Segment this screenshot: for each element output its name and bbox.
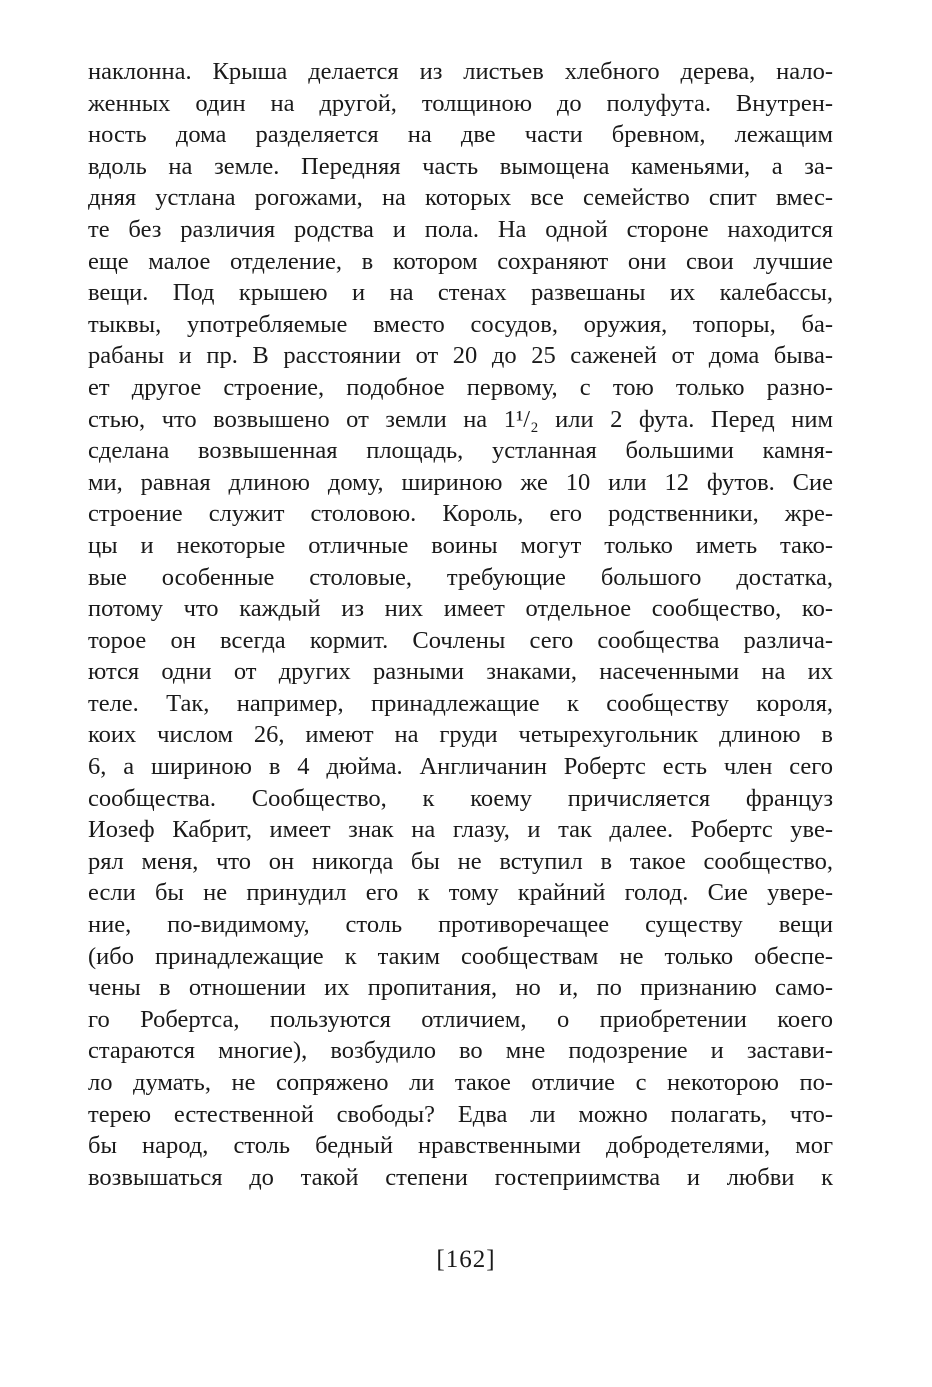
- text-line: цы и некоторые отличные воины могут только иметь тако-: [88, 531, 833, 559]
- text-line: строение служит столовою. Король, его родственники, жре-: [88, 500, 833, 528]
- text-line: стью, что возвышено от земли на 1¹/₂ или 2 фута. Перед ним: [88, 405, 833, 433]
- text-line: рял меня, что он никогда бы не вступил в такое сообщество,: [88, 847, 833, 875]
- text-line: бы народ, столь бедный нравственными добродетелями, мог: [88, 1132, 833, 1160]
- text-line: ние, по-видимому, столь противоречащее существу вещи: [88, 911, 833, 939]
- text-line: го Робертса, пользуются отличием, о приобретении коего: [88, 1005, 833, 1033]
- text-line: ются одни от других разными знаками, насеченными на их: [88, 658, 833, 686]
- text-line: теле. Так, например, принадлежащие к сообществу короля,: [88, 689, 833, 717]
- text-line: тыквы, употребляемые вместо сосудов, оружия, топоры, ба-: [88, 310, 833, 338]
- text-line: сделана возвышенная площадь, устланная большими камня-: [88, 437, 833, 465]
- text-line: ло думать, не сопряжено ли такое отличие с некоторою по-: [88, 1069, 833, 1096]
- text-line: терею естественной свободы? Едва ли можно полагать, что-: [88, 1100, 833, 1128]
- text-line: Иозеф Кабрит, имеет знак на глазу, и так далее. Робертс уве-: [88, 816, 833, 844]
- text-line: вдоль на земле. Передняя часть вымощена каменьями, а за-: [88, 152, 833, 180]
- text-line: те без различия родства и пола. На одной стороне находится: [88, 215, 833, 243]
- text-line: (ибо принадлежащие к таким сообществам не только обеспе-: [88, 942, 833, 970]
- text-line: коих числом 26, имеют на груди четырехугольник длиною в: [88, 721, 833, 749]
- text-line: рабаны и пр. В расстоянии от 20 до 25 саженей от дома быва-: [88, 342, 833, 370]
- text-line: возвышаться до такой степени гостеприимства и любви к: [88, 1163, 833, 1191]
- text-line: чены в отношении их пропитания, но и, по признанию само-: [88, 974, 833, 1002]
- text-line: ми, равная длиною дому, шириною же 10 или 12 футов. Сие: [88, 468, 833, 496]
- text-line: женных один на другой, толщиною до полуфута. Внутрен-: [88, 89, 833, 117]
- text-line: если бы не принудил его к тому крайний голод. Сие увере-: [88, 879, 833, 907]
- text-line: торое он всегда кормит. Сочлены сего сообщества различа-: [88, 626, 833, 654]
- body-text: [88, 56, 833, 1193]
- text-line: вещи. Под крышею и на стенах развешаны их калебассы,: [88, 279, 833, 307]
- text-line: стараются многие), возбудило во мне подозрение и застави-: [88, 1037, 833, 1065]
- text-line: ет другое строение, подобное первому, с тою только разно-: [88, 373, 833, 401]
- text-line: потому что каждый из них имеет отдельное сообщество, ко-: [88, 595, 833, 623]
- text-line: сообщества. Сообщество, к коему причисляется француз: [88, 784, 833, 812]
- text-line: 6, а шириною в 4 дюйма. Англичанин Робертс есть член сего: [88, 753, 833, 781]
- text-line: дняя устлана рогожами, на которых все семейство спит вмес-: [88, 184, 833, 212]
- text-line: наклонна. Крыша делается из листьев хлебного дерева, нало-: [88, 58, 833, 85]
- page-number: [162]: [436, 1246, 496, 1273]
- text-line: вые особенные столовые, требующие большого достатка,: [88, 563, 833, 591]
- text-line: еще малое отделение, в котором сохраняют они свои лучшие: [88, 247, 833, 275]
- text-line: ность дома разделяется на две части бревном, лежащим: [88, 121, 833, 149]
